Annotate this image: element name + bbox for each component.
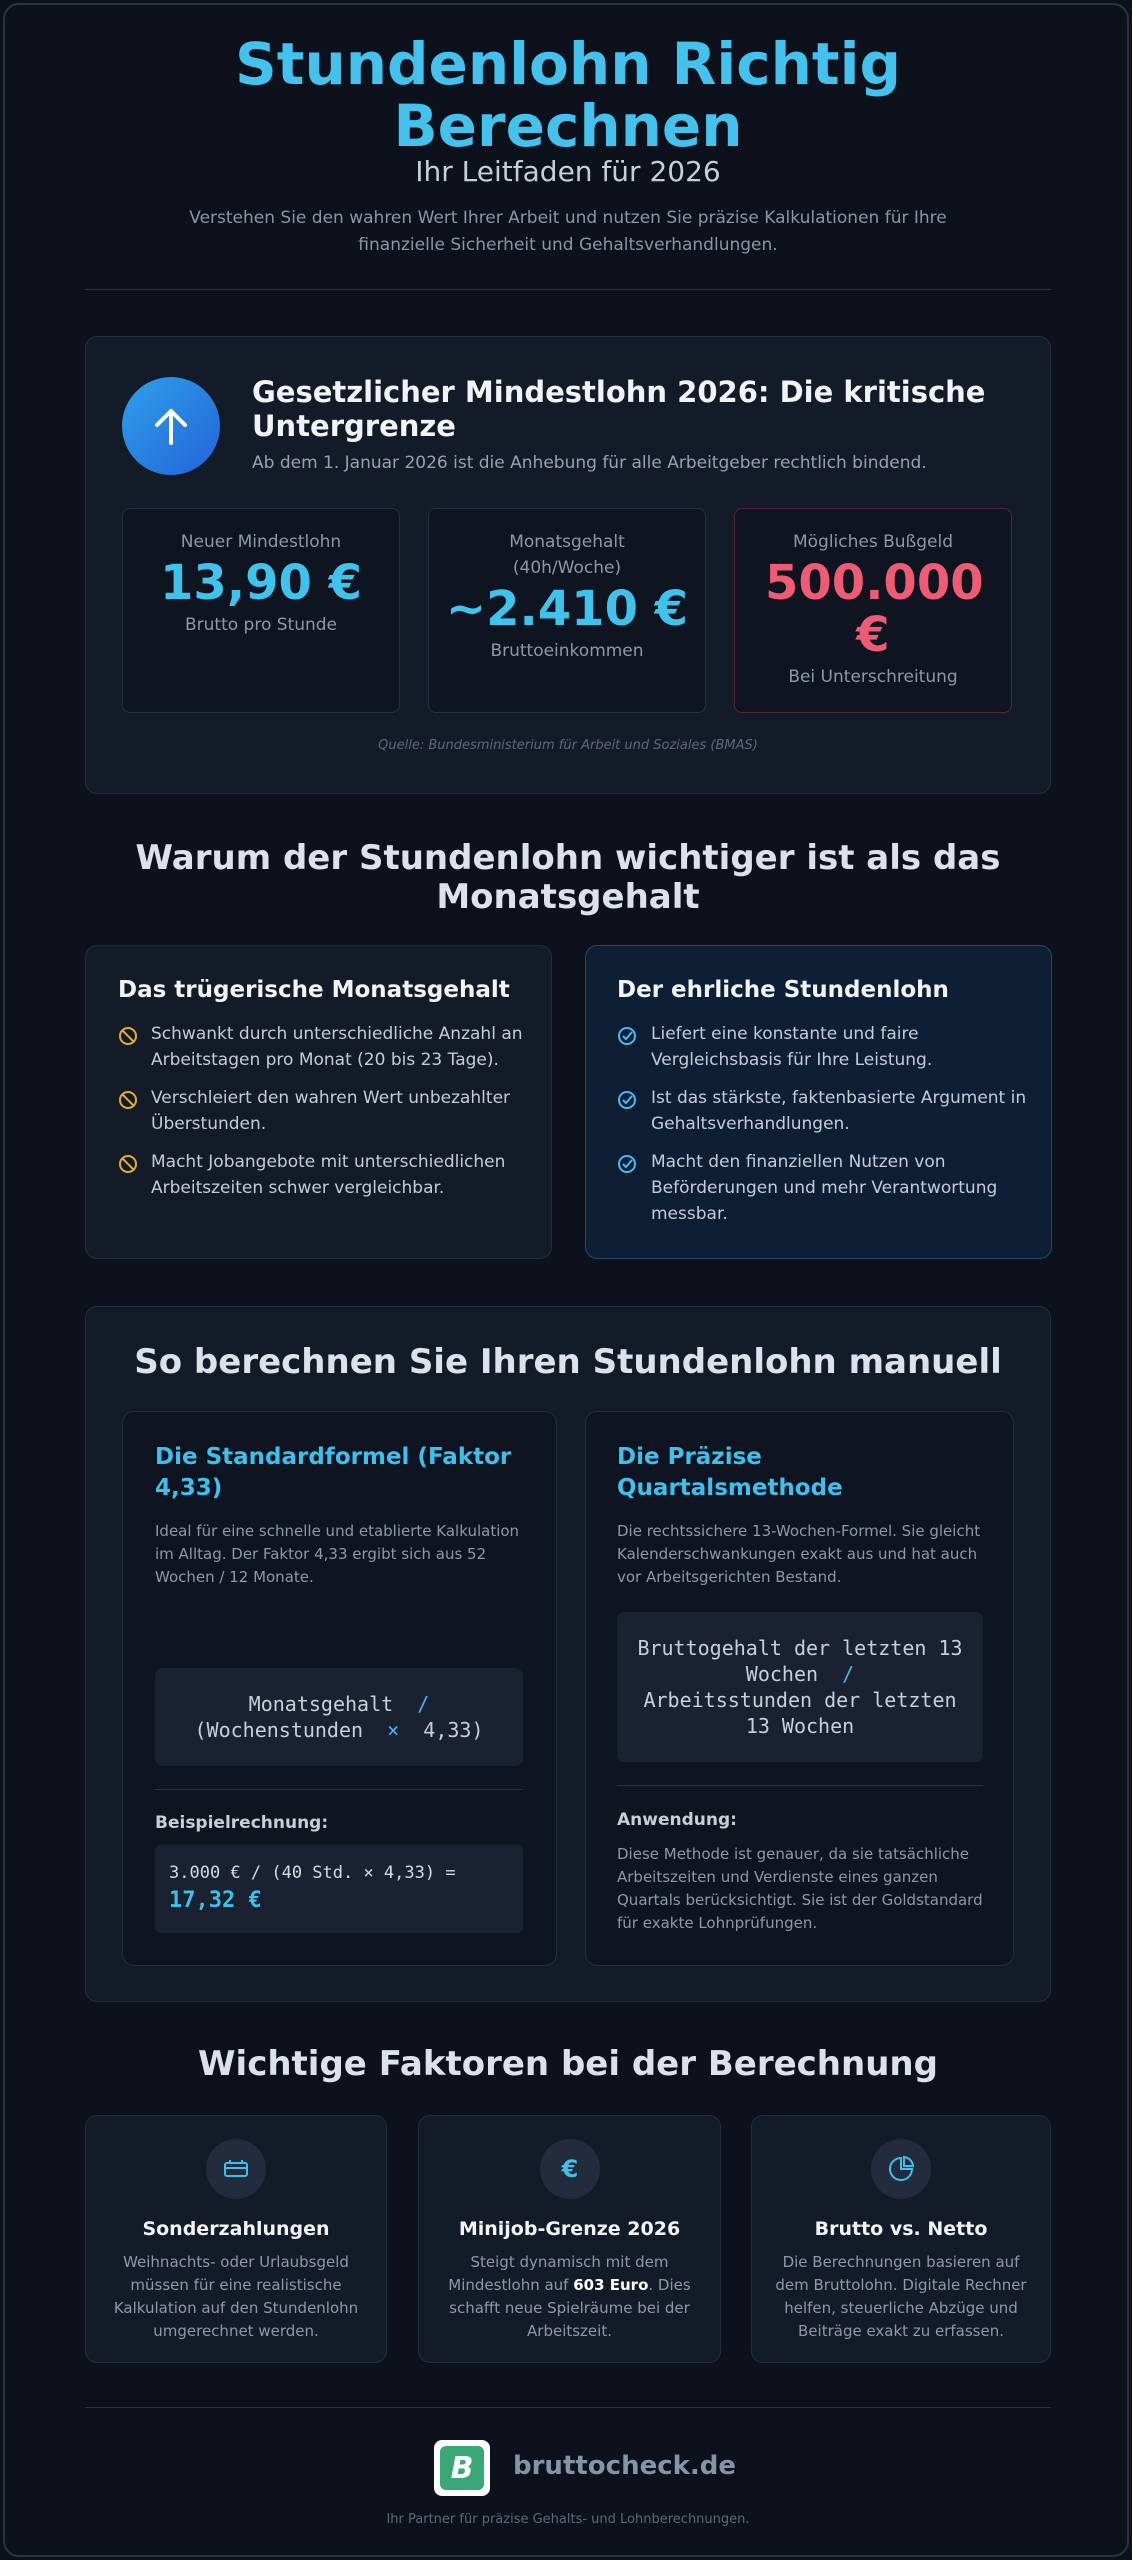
ban-icon: [118, 1026, 138, 1046]
section-heading: Warum der Stundenlohn wichtiger ist als das Monatsgehalt: [135, 838, 1001, 917]
euro-icon: €: [540, 2139, 600, 2199]
example-result: 17,32 €: [169, 1888, 262, 1913]
stat-card: [122, 508, 400, 713]
stat-value: 500.000 €: [765, 555, 984, 663]
stat-card: [428, 508, 706, 713]
stat-label: Mögliches Bußgeld: [792, 532, 954, 552]
footer-note: Ihr Partner für präzise Gehalts- und Lohnberechnungen.: [386, 2512, 750, 2527]
list-item: Verschleiert den wahren Wert unbezahlter Überstunden.: [151, 1088, 511, 1134]
check-circle-icon: [617, 1154, 637, 1174]
brand-name[interactable]: bruttocheck.de: [513, 2451, 737, 2481]
divider: [617, 1785, 983, 1786]
stundenlohn-title: Der ehrliche Stundenlohn: [617, 977, 949, 1003]
arrow-up-icon: [122, 377, 220, 475]
stat-label: Monatsgehalt (40h/Woche): [509, 532, 625, 578]
example-calculation: 3.000 € / (40 Std. × 4,33) = 17,32 €: [155, 1845, 523, 1933]
mindestlohn-title: Gesetzlicher Mindestlohn 2026: Die kritische Untergrenze: [252, 375, 986, 443]
check-circle-icon: [617, 1090, 637, 1110]
brand-logo[interactable]: B: [434, 2440, 490, 2496]
quartal-method-title: Die Präzise Quartalsmethode: [617, 1444, 843, 1501]
usage-text: Diese Methode ist genauer, da sie tatsächliche Arbeitszeiten und Verdienste eines ganzen Quartals berücksichtigt. Sie ist der Goldstandard für exakte Lohnprüfungen.: [617, 1845, 983, 1932]
factor-text: Weihnachts- oder Urlaubsgeld müssen für eine realistische Kalkulation auf den Stundenlohn umgerechnet werden.: [113, 2253, 359, 2340]
factor-text: Steigt dynamisch mit dem Mindestlohn auf 603 Euro. Dies schafft neue Spielräume bei der Arbeitszeit.: [448, 2253, 691, 2340]
ban-icon: [118, 1090, 138, 1110]
list-item: Schwankt durch unterschiedliche Anzahl an Arbeitstagen pro Monat (20 bis 23 Tage).: [151, 1024, 523, 1070]
stat-value: ~2.410 €: [445, 581, 689, 637]
section-heading: So berechnen Sie Ihren Stundenlohn manuell: [134, 1342, 1002, 1382]
source-note: Quelle: Bundesministerium für Arbeit und Soziales (BMAS): [378, 738, 758, 753]
usage-label: Anwendung:: [617, 1810, 737, 1830]
list-item: Macht den finanziellen Nutzen von Beförderungen und mehr Verantwortung messbar.: [651, 1152, 998, 1224]
ticket-icon: [206, 2139, 266, 2199]
page-title: Stundenlohn Richtig Berechnen: [234, 30, 902, 160]
example-label: Beispielrechnung:: [155, 1813, 329, 1833]
divider: [85, 289, 1051, 290]
list-item: Liefert eine konstante und faire Vergleichsbasis für Ihre Leistung.: [651, 1024, 933, 1070]
divider: [155, 1789, 523, 1790]
stat-label: Neuer Mindestlohn: [180, 532, 342, 552]
factor-text: Die Berechnungen basieren auf dem Bruttolohn. Digitale Rechner helfen, steuerliche Abzüge und Beiträge exakt zu erfassen.: [775, 2253, 1027, 2340]
page-intro: Verstehen Sie den wahren Wert Ihrer Arbeit und nutzen Sie präzise Kalkulationen für Ihre finanzielle Sicherheit und Gehaltsverhandlungen.: [189, 208, 947, 255]
factor-title: Minijob-Grenze 2026: [458, 2218, 681, 2240]
section-heading: Wichtige Faktoren bei der Berechnung: [198, 2044, 938, 2084]
stat-card-warning: [734, 508, 1012, 713]
standard-formula: Monatsgehalt / (Wochenstunden × 4,33): [155, 1668, 523, 1766]
factor-title: Sonderzahlungen: [142, 2218, 330, 2240]
factor-title: Brutto vs. Netto: [814, 2218, 988, 2240]
ban-icon: [118, 1154, 138, 1174]
standard-formula-title: Die Standardformel (Faktor 4,33): [155, 1444, 512, 1501]
check-circle-icon: [617, 1026, 637, 1046]
quartal-method-text: Die rechtssichere 13-Wochen-Formel. Sie gleicht Kalenderschwankungen exakt aus und hat auch vor Arbeitsgerichten Bestand.: [617, 1522, 981, 1586]
stat-note: Brutto pro Stunde: [184, 615, 338, 635]
page-frame: [3, 3, 1129, 2557]
stat-note: Bruttoeinkommen: [490, 641, 644, 661]
page-subtitle: Ihr Leitfaden für 2026: [415, 155, 721, 188]
monatsgehalt-title: Das trügerische Monatsgehalt: [118, 977, 510, 1003]
list-item: Ist das stärkste, faktenbasierte Argument in Gehaltsverhandlungen.: [651, 1088, 1027, 1134]
divider: [85, 2407, 1051, 2408]
stat-note: Bei Unterschreitung: [788, 667, 958, 687]
mindestlohn-subtitle: Ab dem 1. Januar 2026 ist die Anhebung für alle Arbeitgeber rechtlich bindend.: [252, 453, 927, 473]
standard-formula-text: Ideal für eine schnelle und etablierte Kalkulation im Alltag. Der Faktor 4,33 ergibt sich aus 52 Wochen / 12 Monate.: [155, 1522, 520, 1586]
quartal-formula: Bruttogehalt der letzten 13 Wochen / Arbeitsstunden der letzten 13 Wochen: [617, 1612, 983, 1762]
list-item: Macht Jobangebote mit unterschiedlichen Arbeitszeiten schwer vergleichbar.: [151, 1152, 506, 1198]
stat-value: 13,90 €: [160, 555, 362, 611]
pie-chart-icon: [871, 2139, 931, 2199]
